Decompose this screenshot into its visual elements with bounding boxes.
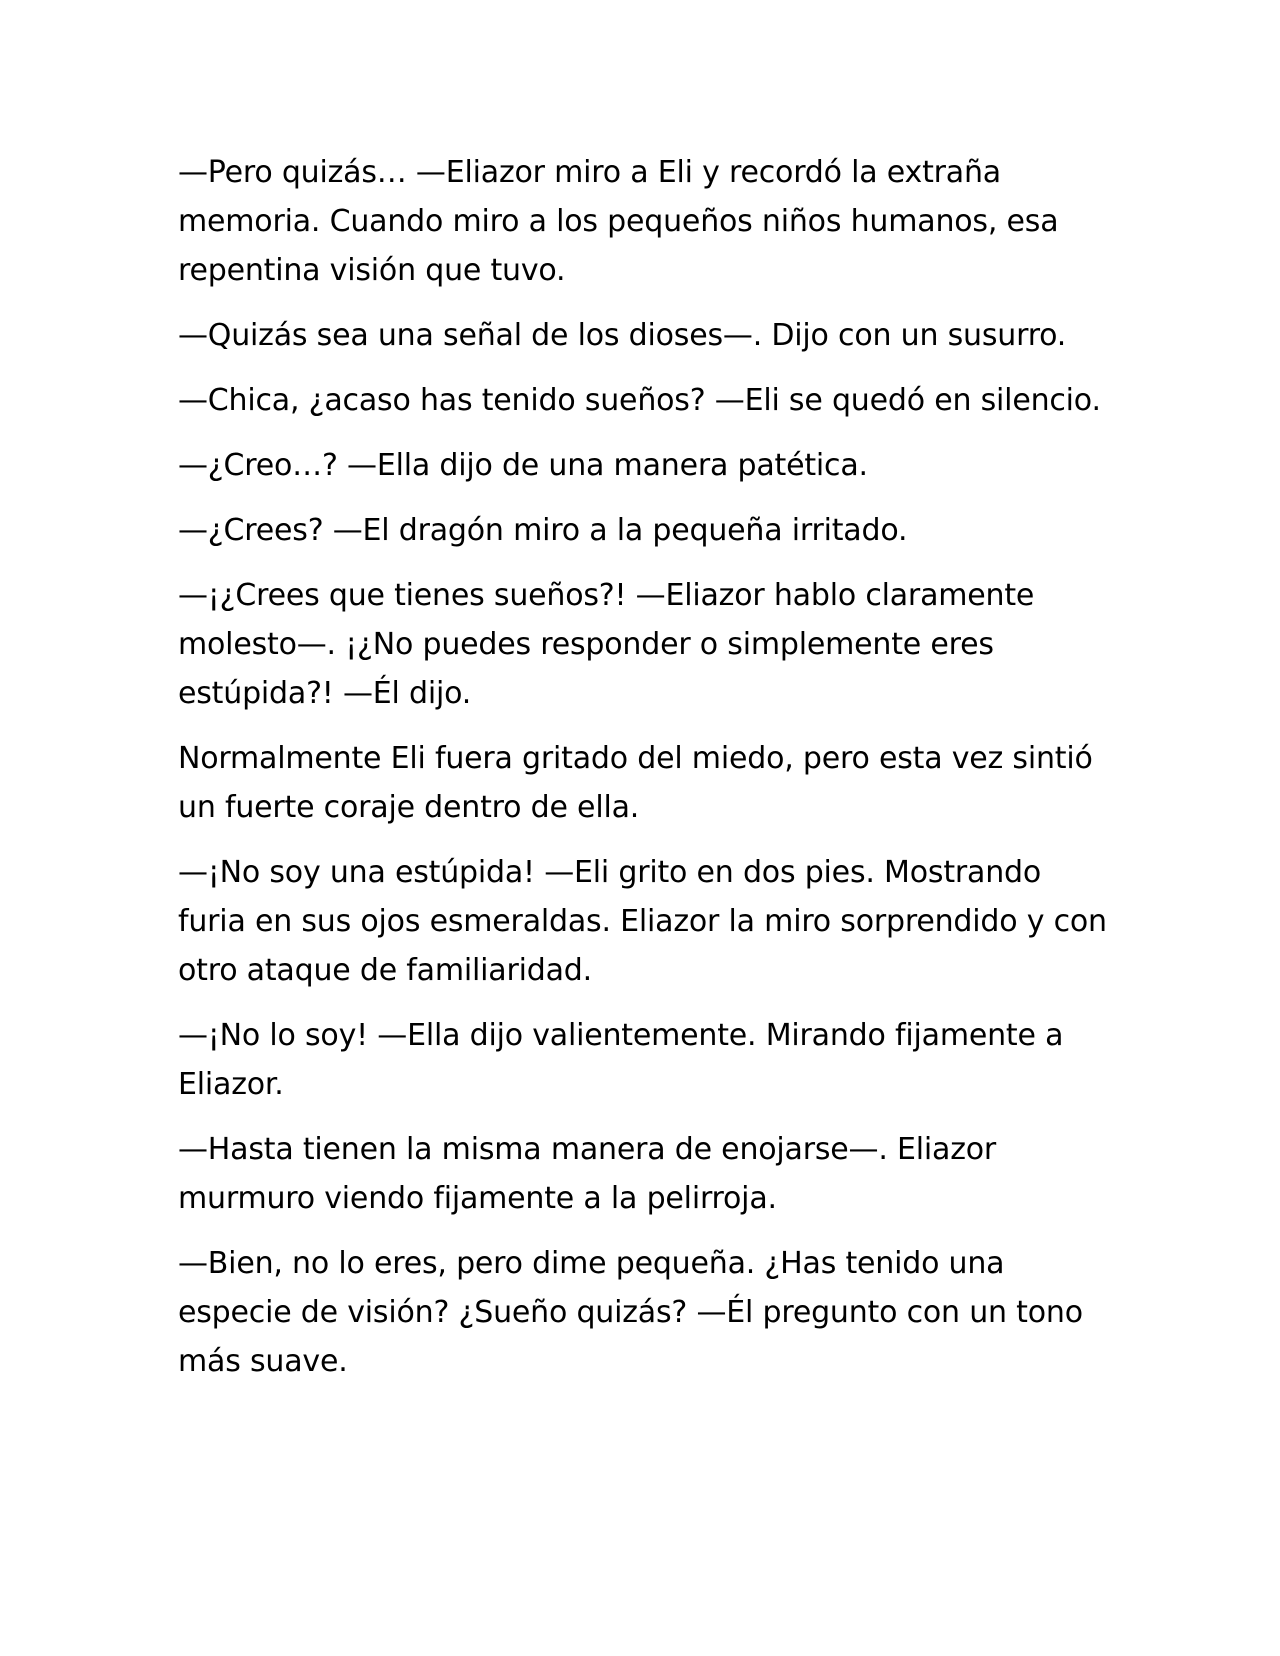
paragraph: Normalmente Eli fuera gritado del miedo, pero esta vez sintió un fuerte coraje dentro de ella.: [178, 741, 1093, 825]
paragraph: —¡No lo soy! —Ella dijo valientemente. Mirando fijamente a Eliazor.: [178, 1018, 1064, 1102]
paragraph: —¿Creo…? —Ella dijo de una manera patética.: [178, 448, 868, 483]
paragraph: —Chica, ¿acaso has tenido sueños? —Eli se quedó en silencio.: [178, 383, 1101, 418]
paragraph: —Bien, no lo eres, pero dime pequeña. ¿Has tenido una especie de visión? ¿Sueño quizás? —Él pregunto con un tono más suave.: [178, 1246, 1083, 1379]
paragraph: —Hasta tienen la misma manera de enojarse—. Eliazor murmuro viendo fijamente a la pelirroja.: [178, 1132, 997, 1216]
document-body: [178, 148, 1108, 1402]
paragraph: —Pero quizás… —Eliazor miro a Eli y recordó la extraña memoria. Cuando miro a los pequeños niños humanos, esa repentina visión que tuvo.: [178, 155, 1059, 288]
paragraph: —¡No soy una estúpida! —Eli grito en dos pies. Mostrando furia en sus ojos esmeraldas. Eliazor la miro sorprendido y con otro ataque de familiaridad.: [178, 855, 1107, 988]
paragraph: —Quizás sea una señal de los dioses—. Dijo con un susurro.: [178, 318, 1067, 353]
paragraph: —¡¿Crees que tienes sueños?! —Eliazor hablo claramente molesto—. ¡¿No puedes responder o simplemente eres estúpida?! —Él dijo.: [178, 578, 1035, 711]
paragraph: —¿Crees? —El dragón miro a la pequeña irritado.: [178, 513, 908, 548]
